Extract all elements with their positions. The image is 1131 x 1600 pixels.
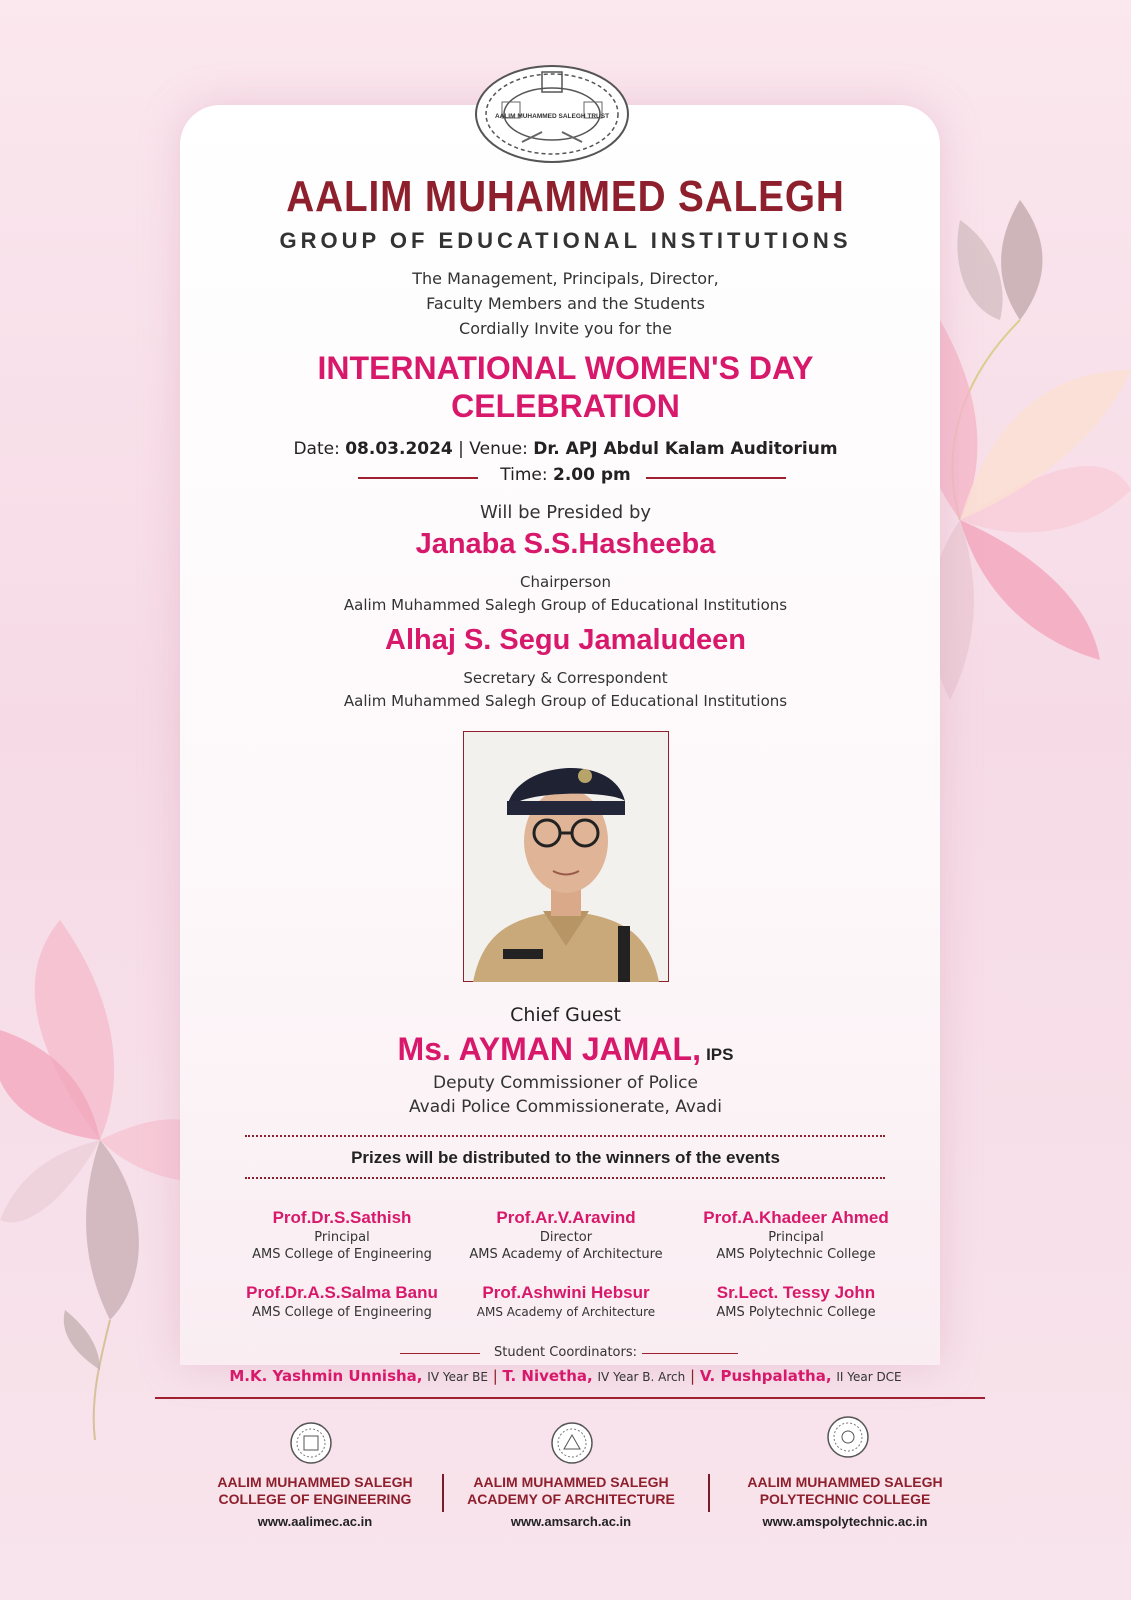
- head-2-org: AMS Academy of Architecture: [469, 1247, 663, 1262]
- footer-2-url[interactable]: www.amsarch.ac.in: [510, 1514, 632, 1529]
- event-title-line-1: INTERNATIONAL WOMEN'S DAY: [317, 350, 814, 386]
- chief-guest-label: Chief Guest: [510, 1004, 621, 1026]
- coordinator-3-name: V. Pushpalatha,: [699, 1367, 832, 1385]
- prizes-note: Prizes will be distributed to the winners of the events: [351, 1148, 780, 1167]
- head-3-role: Principal: [768, 1230, 824, 1245]
- footer-3-line-1: AALIM MUHAMMED SALEGH: [747, 1474, 943, 1490]
- footer-1-line-1: AALIM MUHAMMED SALEGH: [217, 1474, 413, 1490]
- presider-2-name: Alhaj S. Segu Jamaludeen: [385, 624, 746, 656]
- footer-2-line-1: AALIM MUHAMMED SALEGH: [473, 1474, 669, 1490]
- date-venue-row: [0, 439, 1131, 459]
- event-title-line-2: CELEBRATION: [451, 388, 680, 424]
- chief-guest-suffix: IPS: [706, 1045, 734, 1064]
- staff-3: [676, 1283, 916, 1320]
- chief-guest-role: Deputy Commissioner of Police: [433, 1073, 698, 1093]
- staff-1-name: Prof.Dr.A.S.Salma Banu: [246, 1283, 438, 1302]
- staff-1: [222, 1283, 462, 1320]
- coordinator-3-year: II Year DCE: [836, 1370, 902, 1384]
- coordinator-1-name: M.K. Yashmin Unnisha,: [229, 1367, 423, 1385]
- head-3-org: AMS Polytechnic College: [716, 1247, 876, 1262]
- chief-guest-name-row: [0, 1031, 1131, 1068]
- head-1-org: AMS College of Engineering: [252, 1247, 432, 1262]
- head-3: [676, 1208, 916, 1262]
- presider-2-org: Aalim Muhammed Salegh Group of Educational Institutions: [343, 692, 788, 710]
- chief-guest-photo: [463, 731, 669, 982]
- date-label: Date:: [293, 439, 340, 459]
- footer-2-line-2: ACADEMY OF ARCHITECTURE: [467, 1491, 675, 1507]
- trust-logo: [472, 62, 632, 166]
- invite-line-1: The Management, Principals, Director,: [412, 269, 719, 288]
- prizes-divider-top: [245, 1135, 885, 1137]
- institution-subtitle: GROUP OF EDUCATIONAL INSTITUTIONS: [279, 228, 852, 253]
- chief-guest-name: Ms. AYMAN JAMAL,: [397, 1031, 701, 1067]
- coordinator-2-year: IV Year B. Arch: [597, 1370, 686, 1384]
- head-1-name: Prof.Dr.S.Sathish: [272, 1208, 412, 1227]
- time-row: [0, 465, 1131, 485]
- invite-line-3: Cordially Invite you for the: [459, 319, 672, 338]
- invite-line-2: Faculty Members and the Students: [426, 294, 705, 313]
- presider-1-name: Janaba S.S.Hasheeba: [415, 528, 716, 560]
- footer-polytechnic-college: [710, 1474, 980, 1529]
- chief-guest-org: Avadi Police Commissionerate, Avadi: [409, 1097, 722, 1117]
- presider-1-org: Aalim Muhammed Salegh Group of Educational Institutions: [343, 596, 788, 614]
- head-2: [446, 1208, 686, 1262]
- staff-3-org: AMS Polytechnic College: [716, 1305, 876, 1320]
- venue-value: Dr. APJ Abdul Kalam Auditorium: [533, 439, 838, 459]
- footer-1-line-2: COLLEGE OF ENGINEERING: [218, 1491, 412, 1507]
- footer-3-line-2: POLYTECHNIC COLLEGE: [759, 1491, 931, 1507]
- coordinator-1-year: IV Year BE: [427, 1370, 488, 1384]
- coordinators-label: Student Coordinators:: [493, 1345, 638, 1360]
- staff-2-org: AMS Academy of Architecture: [476, 1305, 656, 1319]
- time-label: Time:: [500, 465, 548, 485]
- presider-2-role: Secretary & Correspondent: [463, 669, 668, 687]
- staff-2: [446, 1283, 686, 1319]
- head-1-role: Principal: [314, 1230, 370, 1245]
- head-2-name: Prof.Ar.V.Aravind: [496, 1208, 636, 1227]
- time-value: 2.00 pm: [553, 465, 631, 485]
- head-1: [222, 1208, 462, 1262]
- staff-1-org: AMS College of Engineering: [252, 1305, 432, 1320]
- head-2-role: Director: [539, 1230, 593, 1245]
- date-value: 08.03.2024: [345, 439, 453, 459]
- footer-3-url[interactable]: www.amspolytechnic.ac.in: [762, 1514, 928, 1529]
- presider-1-role: Chairperson: [520, 573, 611, 591]
- staff-2-name: Prof.Ashwini Hebsur: [482, 1283, 650, 1302]
- engineering-college-seal-icon: [289, 1421, 333, 1465]
- venue-label: | Venue:: [458, 439, 528, 459]
- footer-college-engineering: [180, 1474, 450, 1529]
- presided-label: Will be Presided by: [479, 502, 652, 523]
- prizes-divider-bottom: [245, 1177, 885, 1179]
- footer-divider: [155, 1397, 985, 1399]
- coordinators-row: M.K. Yashmin Unnisha, IV Year BE | T. Nivetha, IV Year B. Arch | V. Pushpalatha, II Year DCE: [229, 1367, 902, 1385]
- head-3-name: Prof.A.Khadeer Ahmed: [703, 1208, 889, 1227]
- institution-title: AALIM MUHAMMED SALEGH: [286, 172, 845, 221]
- coordinator-2-name: T. Nivetha,: [502, 1367, 593, 1385]
- staff-3-name: Sr.Lect. Tessy John: [716, 1283, 876, 1302]
- architecture-academy-seal-icon: [550, 1421, 594, 1465]
- footer-academy-architecture: [436, 1474, 706, 1529]
- polytechnic-college-seal-icon: [826, 1415, 870, 1459]
- logo-text: AALIM MUHAMMED SALEGH TRUST: [494, 113, 610, 120]
- footer-1-url[interactable]: www.aalimec.ac.in: [257, 1514, 373, 1529]
